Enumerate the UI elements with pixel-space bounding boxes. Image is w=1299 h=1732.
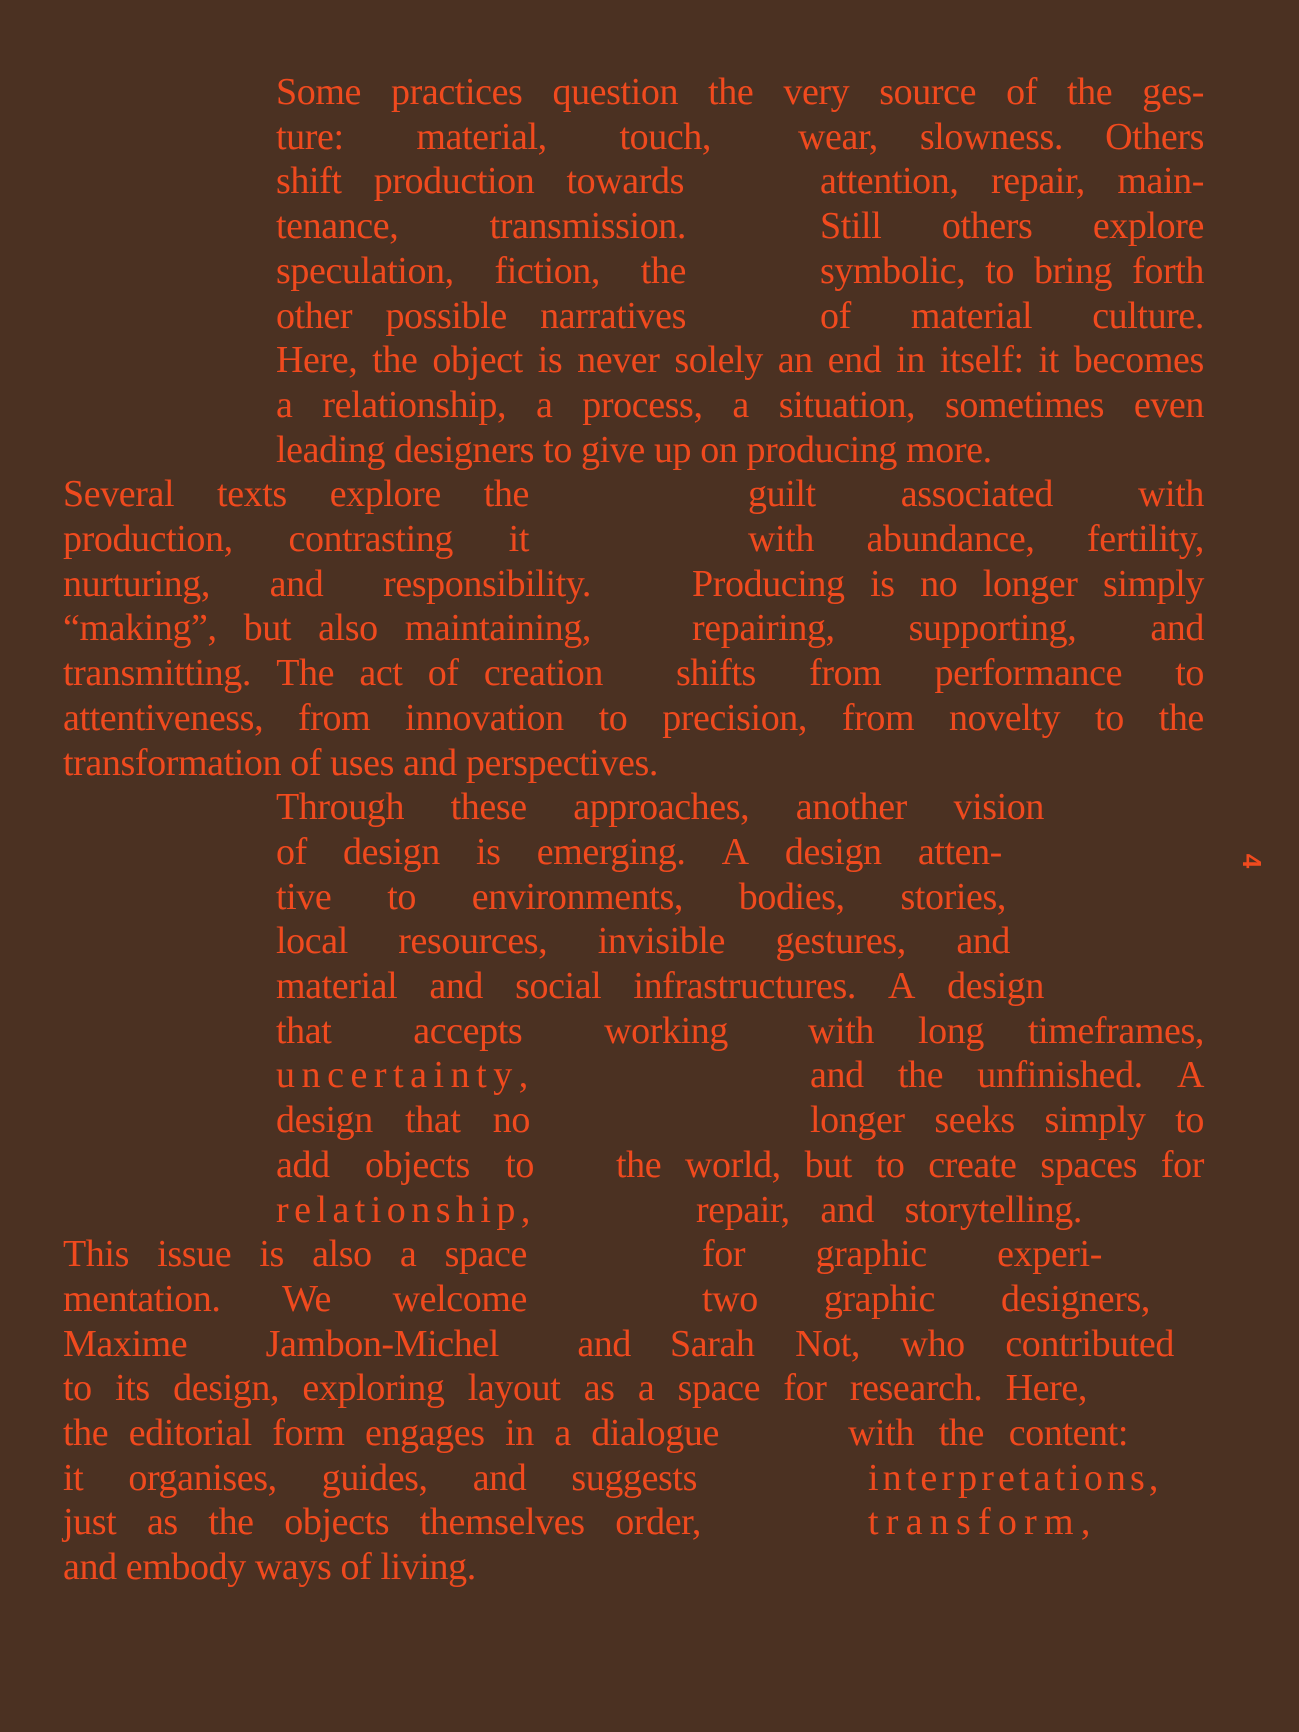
- text-line: [0, 517, 1299, 561]
- text-segment: attentiveness, from innovation to precision, from novelty to the: [63, 696, 1204, 739]
- text-segment: Still others explore: [820, 205, 1204, 248]
- text-segment: transformation of uses and perspectives.: [63, 741, 658, 784]
- text-line: [0, 1009, 1299, 1053]
- text-segment: nurturing, and responsibility.: [63, 562, 591, 605]
- text-segment: leading designers to give up on producing more.: [276, 428, 992, 471]
- text-line: [0, 606, 1299, 650]
- text-segment: “making”, but also maintaining,: [63, 607, 591, 650]
- text-segment: add objects to: [276, 1143, 534, 1186]
- text-line: [0, 1053, 1299, 1097]
- text-segment: a relationship, a process, a situation, sometimes even: [276, 383, 1204, 426]
- text-segment: with the content:: [848, 1412, 1128, 1454]
- text-line: [0, 204, 1299, 248]
- text-segment: symbolic, to bring forth: [820, 249, 1204, 292]
- text-segment: other possible narratives: [276, 294, 686, 337]
- text-segment: Through these approaches, another vision: [276, 786, 1044, 829]
- text-line: [0, 964, 1299, 1008]
- text-segment: with long timeframes,: [808, 1009, 1204, 1052]
- text-segment: the world, but to create spaces for: [616, 1143, 1204, 1186]
- text-segment: the editorial form engages in a dialogue: [63, 1412, 719, 1454]
- text-segment: guilt associated with: [748, 473, 1204, 516]
- text-line: [0, 875, 1299, 919]
- text-segment: repairing, supporting, and: [692, 607, 1204, 650]
- text-segment: attention, repair, main-: [820, 160, 1204, 203]
- text-line: [0, 1411, 1299, 1455]
- text-line: [0, 294, 1299, 338]
- text-segment: Here, the object is never solely an end in itself: it becomes: [276, 339, 1204, 382]
- text-segment: two graphic designers,: [702, 1277, 1150, 1320]
- text-line: [0, 1500, 1299, 1544]
- text-line: [0, 115, 1299, 159]
- text-segment: ture: material, touch,: [276, 115, 711, 158]
- text-segment: speculation, fiction, the: [276, 249, 686, 292]
- text-segment: t r a n s f o r m ,: [868, 1501, 1090, 1544]
- text-line: [0, 1098, 1299, 1142]
- text-segment: longer seeks simply to: [810, 1099, 1204, 1142]
- text-segment: repair, and storytelling.: [696, 1188, 1082, 1231]
- text-segment: material and social infrastructures. A design: [276, 965, 1044, 1007]
- text-line: [0, 651, 1299, 695]
- text-line: [0, 1188, 1299, 1232]
- text-segment: with abundance, fertility,: [748, 518, 1204, 560]
- text-line: [0, 919, 1299, 963]
- text-segment: Several texts explore the: [63, 473, 529, 516]
- text-line: [0, 1456, 1299, 1500]
- text-line: [0, 1322, 1299, 1366]
- text-line: [0, 1143, 1299, 1187]
- text-segment: shift production towards: [276, 160, 684, 203]
- text-segment: just as the objects themselves order,: [63, 1501, 701, 1544]
- text-line: [0, 1545, 1299, 1589]
- text-line: [0, 562, 1299, 606]
- text-segment: that accepts working: [276, 1009, 728, 1052]
- text-line: [0, 1277, 1299, 1321]
- text-line: [0, 696, 1299, 740]
- text-line: [0, 383, 1299, 427]
- text-line: [0, 830, 1299, 874]
- text-segment: of material culture.: [820, 294, 1204, 337]
- text-segment: local resources, invisible gestures, and: [276, 920, 1010, 963]
- text-segment: Producing is no longer simply: [692, 562, 1204, 605]
- text-segment: for graphic experi-: [702, 1233, 1102, 1276]
- text-segment: production, contrasting it: [63, 518, 529, 560]
- text-line: [0, 249, 1299, 293]
- text-segment: tenance, transmission.: [276, 205, 686, 248]
- text-line: [0, 741, 1299, 785]
- text-line: [0, 338, 1299, 382]
- text-line: [0, 70, 1299, 114]
- text-segment: transmitting. The act of creation: [63, 652, 603, 695]
- text-segment: This issue is also a space: [63, 1233, 527, 1276]
- text-segment: and embody ways of living.: [63, 1546, 476, 1589]
- text-segment: mentation. We welcome: [63, 1277, 527, 1320]
- text-segment: u n c e r t a i n t y ,: [276, 1054, 528, 1097]
- text-segment: of design is emerging. A design atten-: [276, 830, 1002, 873]
- text-line: [0, 159, 1299, 203]
- text-segment: wear, slowness. Others: [798, 115, 1204, 158]
- text-segment: Sarah Not, who contributed: [670, 1322, 1174, 1365]
- text-line: [0, 1366, 1299, 1410]
- text-line: [0, 785, 1299, 829]
- text-segment: tive to environments, bodies, stories,: [276, 875, 1006, 918]
- text-line: [0, 428, 1299, 472]
- text-segment: i n t e r p r e t a t i o n s ,: [868, 1456, 1158, 1499]
- text-segment: Maxime Jambon-Michel and: [63, 1322, 631, 1365]
- text-segment: it organises, guides, and suggests: [63, 1456, 697, 1499]
- text-line: [0, 1232, 1299, 1276]
- text-segment: Some practices question the very source of the ges-: [276, 71, 1204, 113]
- text-segment: to its design, exploring layout as a space for research. Here,: [63, 1367, 1087, 1410]
- text-line: [0, 472, 1299, 516]
- text-segment: and the unfinished. A: [810, 1054, 1204, 1097]
- text-segment: r e l a t i o n s h i p ,: [276, 1188, 530, 1231]
- text-segment: design that no: [276, 1099, 530, 1142]
- text-segment: shifts from performance to: [676, 652, 1204, 695]
- page-number: 4: [1237, 853, 1267, 869]
